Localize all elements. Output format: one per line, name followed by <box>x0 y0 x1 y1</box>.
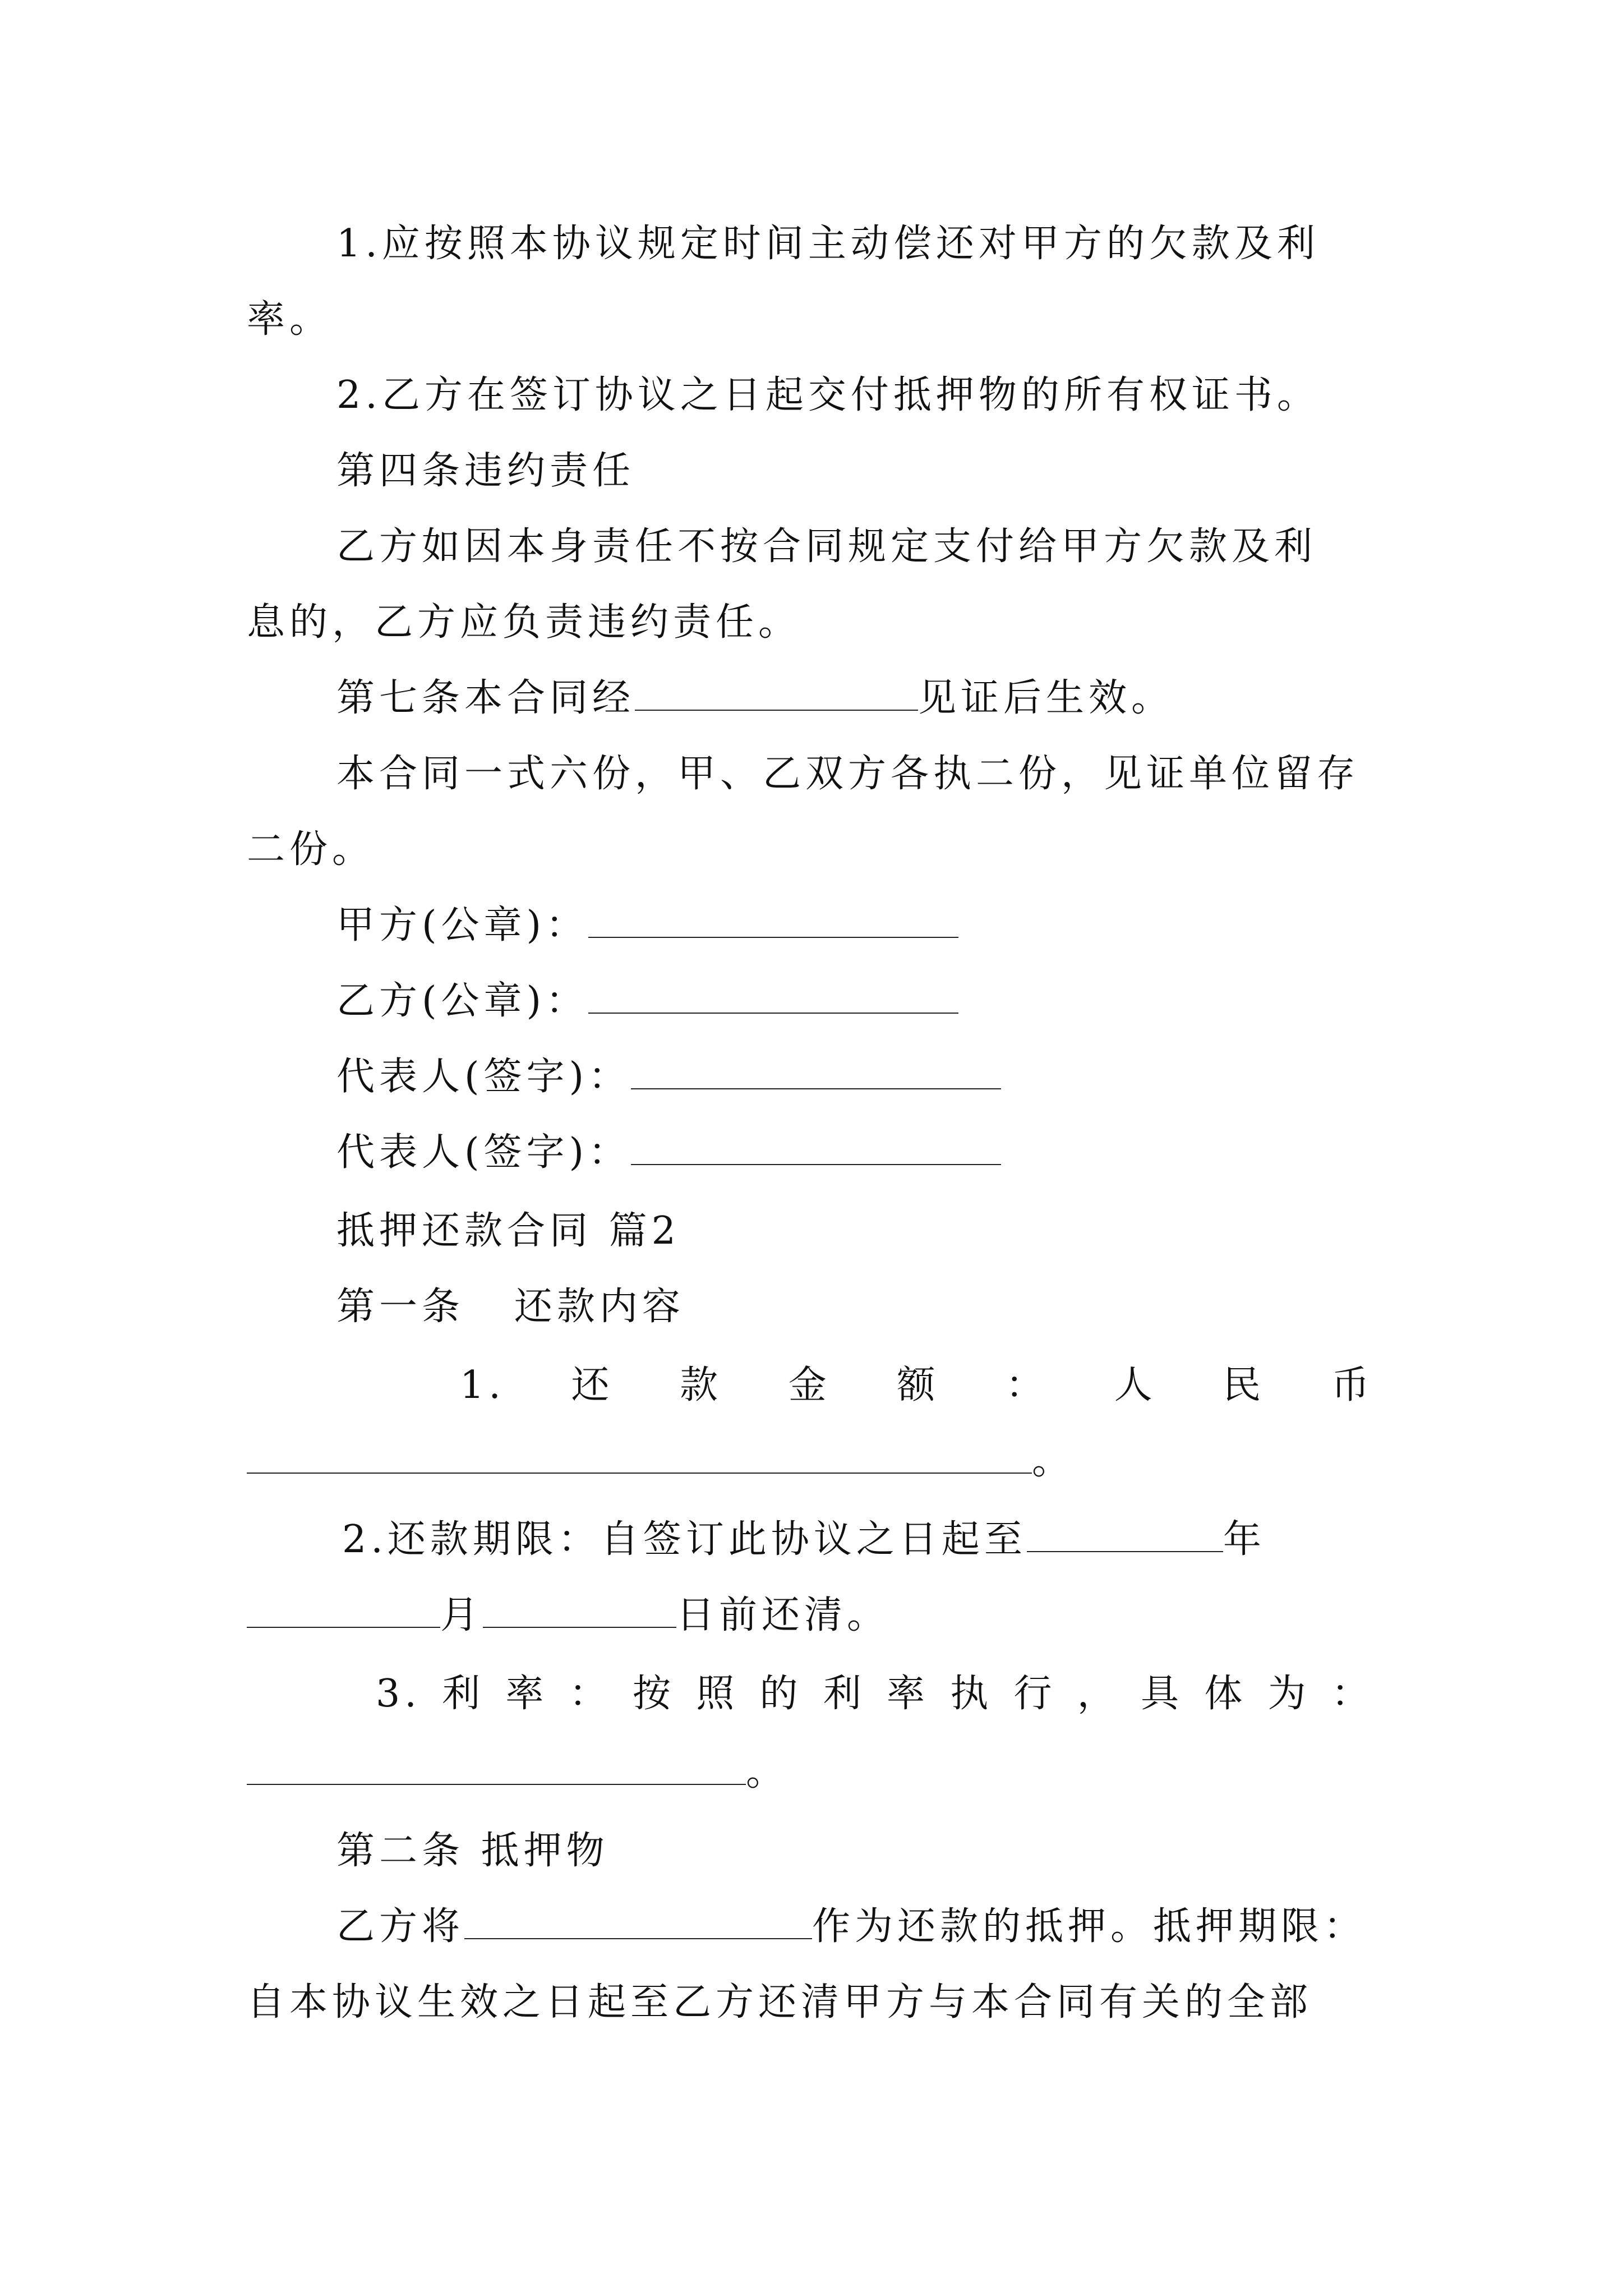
blank-field <box>464 1899 812 1939</box>
section-heading: 第二条 抵押物 <box>336 1829 609 1873</box>
blank-field <box>247 1433 1032 1474</box>
section-heading: 第一条 还款内容 <box>336 1285 685 1329</box>
text-segment: 日前还清。 <box>676 1593 890 1637</box>
text-line: 自本协议生效之日起至乙方还清甲方与本合同有关的全部 <box>247 1980 1313 2024</box>
text-line: 本合同一式六份，甲、乙双方各执二份，见证单位留存 <box>336 752 1360 796</box>
text-char: 率 <box>505 1672 548 1716</box>
blank-field <box>1027 1512 1223 1552</box>
text-char: 执 <box>950 1672 993 1716</box>
text-char: 行 <box>1013 1672 1057 1716</box>
text-line <box>336 1899 1366 1955</box>
text-segment: 乙方将 <box>336 1904 465 1949</box>
text-segment: 月 <box>440 1593 483 1637</box>
text-line <box>342 1512 1266 1568</box>
text-char: 金 <box>788 1363 831 1407</box>
blank-field <box>635 670 918 711</box>
text-char: ， <box>1077 1672 1120 1716</box>
text-char: 3. <box>376 1672 421 1716</box>
text-segment: 。 <box>1032 1439 1075 1483</box>
document-title: 抵押还款合同 篇2 <box>336 1209 680 1253</box>
text-line: 息的，乙方应负责违约责任。 <box>247 600 801 645</box>
text-char: 还 <box>571 1363 614 1407</box>
text-char: 利 <box>823 1672 866 1716</box>
blank-field <box>588 973 958 1014</box>
signature-label: 甲方(公章)： <box>336 903 589 947</box>
text-segment: 见证后生效。 <box>918 676 1174 720</box>
text-line: 率。 <box>247 297 333 342</box>
text-line <box>247 1588 889 1644</box>
blank-field <box>247 1745 746 1785</box>
text-char: 为 <box>1267 1672 1311 1716</box>
text-char: 利 <box>442 1672 485 1716</box>
text-char: ： <box>569 1672 612 1716</box>
text-char: 率 <box>887 1672 930 1716</box>
text-char: ： <box>1006 1363 1049 1407</box>
text-segment: 第七条本合同经 <box>336 676 635 720</box>
text-char: 具 <box>1141 1672 1184 1716</box>
text-segment: 作为还款的抵押。抵押期限： <box>812 1904 1367 1949</box>
signature-label: 代表人(签字)： <box>336 1055 631 1099</box>
text-char: 的 <box>759 1672 803 1716</box>
text-char: 币 <box>1331 1363 1374 1407</box>
text-line: 乙方如因本身责任不按合同规定支付给甲方欠款及利 <box>336 524 1317 569</box>
text-char: 照 <box>696 1672 739 1716</box>
signature-label: 乙方(公章)： <box>336 979 589 1023</box>
signature-label: 代表人(签字)： <box>336 1130 631 1175</box>
blank-field <box>631 1125 1001 1165</box>
blank-field <box>483 1588 676 1628</box>
text-char: 按 <box>632 1672 675 1716</box>
text-segment: 年 <box>1223 1517 1266 1562</box>
text-line <box>336 670 1174 726</box>
text-line-justified <box>247 1666 1374 1722</box>
text-segment: 。 <box>746 1750 789 1795</box>
text-segment: 2.还款期限：自签订此协议之日起至 <box>342 1517 1027 1562</box>
text-line: 1.应按照本协议规定时间主动偿还对甲方的欠款及利 <box>336 222 1320 266</box>
section-heading: 第四条违约责任 <box>336 449 635 493</box>
blank-field <box>247 1588 440 1628</box>
text-char: 人 <box>1114 1363 1157 1407</box>
text-line: 2.乙方在签订协议之日起交付抵押物的所有权证书。 <box>336 373 1320 417</box>
text-char: 体 <box>1204 1672 1247 1716</box>
signature-line <box>336 1125 1001 1181</box>
text-line: 二份。 <box>247 827 375 872</box>
signature-line <box>336 898 958 954</box>
text-char: ： <box>1331 1672 1374 1716</box>
text-char: 额 <box>897 1363 940 1407</box>
signature-line <box>336 973 958 1029</box>
text-char: 民 <box>1223 1363 1266 1407</box>
signature-line <box>336 1049 1001 1105</box>
blank-field <box>588 898 958 938</box>
blank-field <box>631 1049 1001 1089</box>
text-line-justified <box>247 1358 1374 1414</box>
text-line <box>247 1745 789 1801</box>
text-line <box>247 1433 1075 1489</box>
text-char: 1. <box>460 1363 505 1407</box>
text-char: 款 <box>680 1363 723 1407</box>
